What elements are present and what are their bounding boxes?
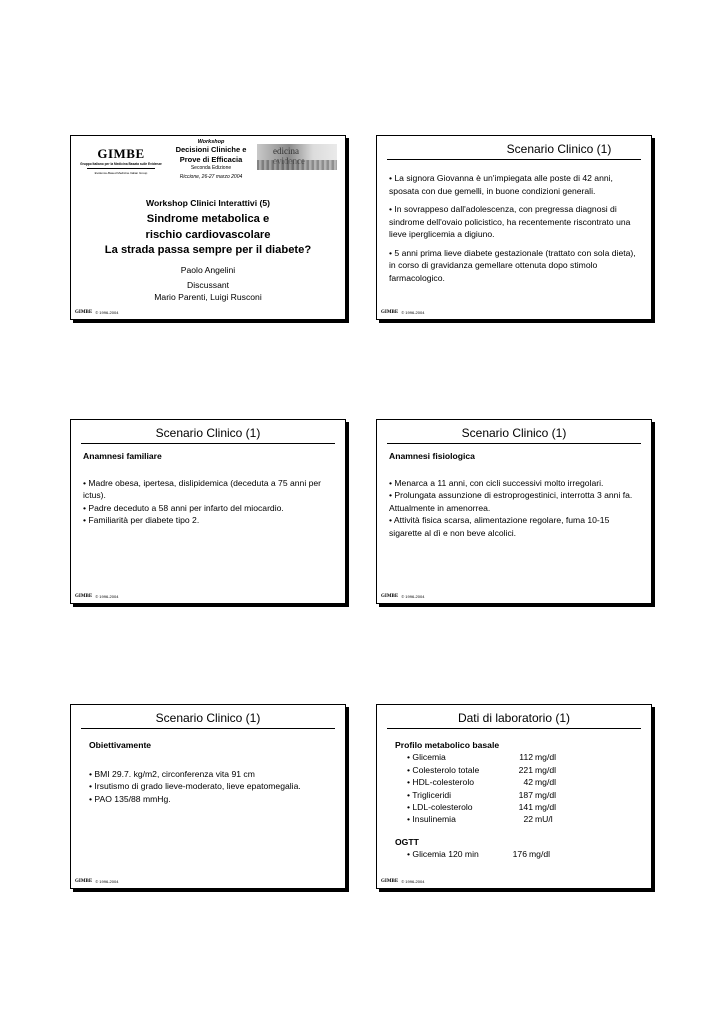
event-name-1: Decisioni Cliniche e: [175, 145, 247, 154]
footer-copyright: © 1996-2004: [95, 879, 119, 884]
lab-results: [395, 739, 641, 861]
slide-content: [389, 450, 639, 539]
slide-footer: [75, 879, 118, 884]
main-title-1: Sindrome metabolica e: [146, 213, 270, 225]
slide-footer: [381, 310, 424, 315]
footer-copyright: © 1996-2004: [401, 879, 425, 884]
main-title-3: La strada passa sempre per il diabete?: [104, 244, 312, 256]
title-rule: [387, 443, 641, 444]
lab-row: • HDL-colesterolo 42 mg/dl: [407, 777, 557, 788]
workshop-label: Workshop: [197, 139, 225, 145]
slide-content: [389, 172, 639, 290]
event-name-2: Prove di Efficacia: [179, 155, 243, 164]
lab-row: • Trigliceridi 187 mg/dl: [407, 789, 557, 800]
author: Paolo Angelini: [180, 264, 236, 275]
footer-copyright: © 1996-2004: [401, 310, 425, 315]
bullet: • PAO 135/88 mmHg.: [89, 793, 171, 804]
footer-logo: GIMBE: [75, 310, 93, 315]
section-heading: Anamnesi familiare: [83, 451, 162, 461]
event-info: [163, 139, 259, 180]
edition: Seconda Edizione: [190, 165, 232, 171]
section-heading: Anamnesi fisiologica: [389, 451, 475, 461]
title-rule: [387, 159, 641, 160]
slide-content: [89, 739, 333, 805]
bullet: • Padre deceduto a 58 anni per infarto del miocardio.: [83, 502, 284, 513]
bullet: • Attività fisica scarsa, alimentazione regolare, fuma 10-15 sigarette al dì e non beve alcolici.: [389, 515, 610, 538]
bullet: • 5 anni prima lieve diabete gestazionale (trattato con sola dieta), in corso di gravidanza gemellare ottenuta dopo stimolo farmacologico.: [389, 247, 636, 283]
gimbe-logo: [77, 146, 165, 175]
title-rule: [387, 728, 641, 729]
slide-title: Scenario Clinico (1): [155, 711, 261, 725]
lab-row: • Colesterolo totale 221 mg/dl: [407, 764, 557, 775]
lab-row: • Glicemia 112 mg/dl: [407, 752, 557, 763]
slide-anamnesi-familiare: [70, 419, 346, 604]
banner-people: [257, 160, 337, 170]
lab-row: • LDL-colesterolo 141 mg/dl: [407, 802, 557, 813]
slide-title: Scenario Clinico (1): [461, 426, 567, 440]
footer-logo: GIMBE: [381, 594, 399, 599]
logo-subtitle: Gruppo Italiano per la Medicina Basata sulle Evidenze: [80, 162, 162, 166]
main-title-2: rischio cardiovascolare: [145, 228, 271, 241]
logo-divider: [87, 168, 155, 169]
banner-text: edicina: [273, 146, 299, 156]
footer-copyright: © 1996-2004: [401, 594, 425, 599]
slide-anamnesi-fisiologica: [376, 419, 652, 604]
bullet: • Irsutismo di grado lieve-moderato, lieve epatomegalia.: [89, 781, 301, 791]
lab-row: • Glicemia 120 min 176 mg/dl: [407, 849, 551, 860]
lab-row: • Insulinemia 22 mU/l: [407, 814, 553, 825]
event-date: Riccione, 26-27 marzo 2004: [179, 174, 243, 180]
footer-logo: GIMBE: [75, 594, 93, 599]
workshop-series: Workshop Clinici Interattivi (5): [146, 198, 270, 208]
slide-footer: [75, 310, 118, 315]
bullet: • Madre obesa, ipertesa, dislipidemica (deceduta a 75 anni per ictus).: [83, 477, 322, 500]
logo-subtitle-en: Evidence-Based Medicine Italian Group: [94, 171, 148, 175]
bullet: • Familiarità per diabete tipo 2.: [83, 515, 200, 525]
slide-footer: [381, 594, 424, 599]
slide-footer: [75, 594, 118, 599]
slide-obiettivamente: [70, 704, 346, 889]
bullet: • Menarca a 11 anni, con cicli successivi molto irregolari.: [389, 477, 604, 488]
bullet: • La signora Giovanna è un'impiegata alle poste di 42 anni, sposata con due gemelli, in buone condizioni generali.: [389, 173, 613, 196]
event-banner-image: [257, 144, 337, 170]
bullet: • BMI 29.7. kg/m2, circonferenza vita 91 cm: [89, 768, 255, 779]
footer-logo: GIMBE: [381, 310, 399, 315]
slide-dati-laboratorio: [376, 704, 652, 889]
discussants: Mario Parenti, Luigi Rusconi: [154, 291, 262, 302]
section-heading: Profilo metabolico basale: [395, 740, 500, 750]
bullet: • Prolungata assunzione di estroprogestinici, interrotta 3 anni fa. Attualmente in amenorrea.: [389, 490, 633, 513]
slide-title: [70, 135, 346, 320]
section-heading: OGTT: [395, 836, 419, 847]
title-block: [71, 198, 345, 303]
slide-scenario-1: [376, 135, 652, 320]
slide-footer: [381, 879, 424, 884]
slide-title: Scenario Clinico (1): [506, 142, 612, 156]
section-heading: Obiettivamente: [89, 740, 152, 750]
footer-logo: GIMBE: [381, 879, 399, 884]
slide-title: Scenario Clinico (1): [155, 426, 261, 440]
title-rule: [81, 728, 335, 729]
slide-content: [83, 450, 333, 527]
footer-logo: GIMBE: [75, 879, 93, 884]
title-rule: [81, 443, 335, 444]
footer-copyright: © 1996-2004: [95, 594, 119, 599]
discussant-label: Discussant: [186, 279, 230, 290]
bullet: • In sovrappeso dall'adolescenza, con pregressa diagnosi di sindrome dell'ovaio policistico, ha recentemente riscontrato una lieve iperglicemia a digiuno.: [389, 204, 631, 239]
footer-copyright: © 1996-2004: [95, 310, 119, 315]
logo-text: GIMBE: [97, 146, 145, 161]
slide-title: Dati di laboratorio (1): [457, 711, 571, 725]
